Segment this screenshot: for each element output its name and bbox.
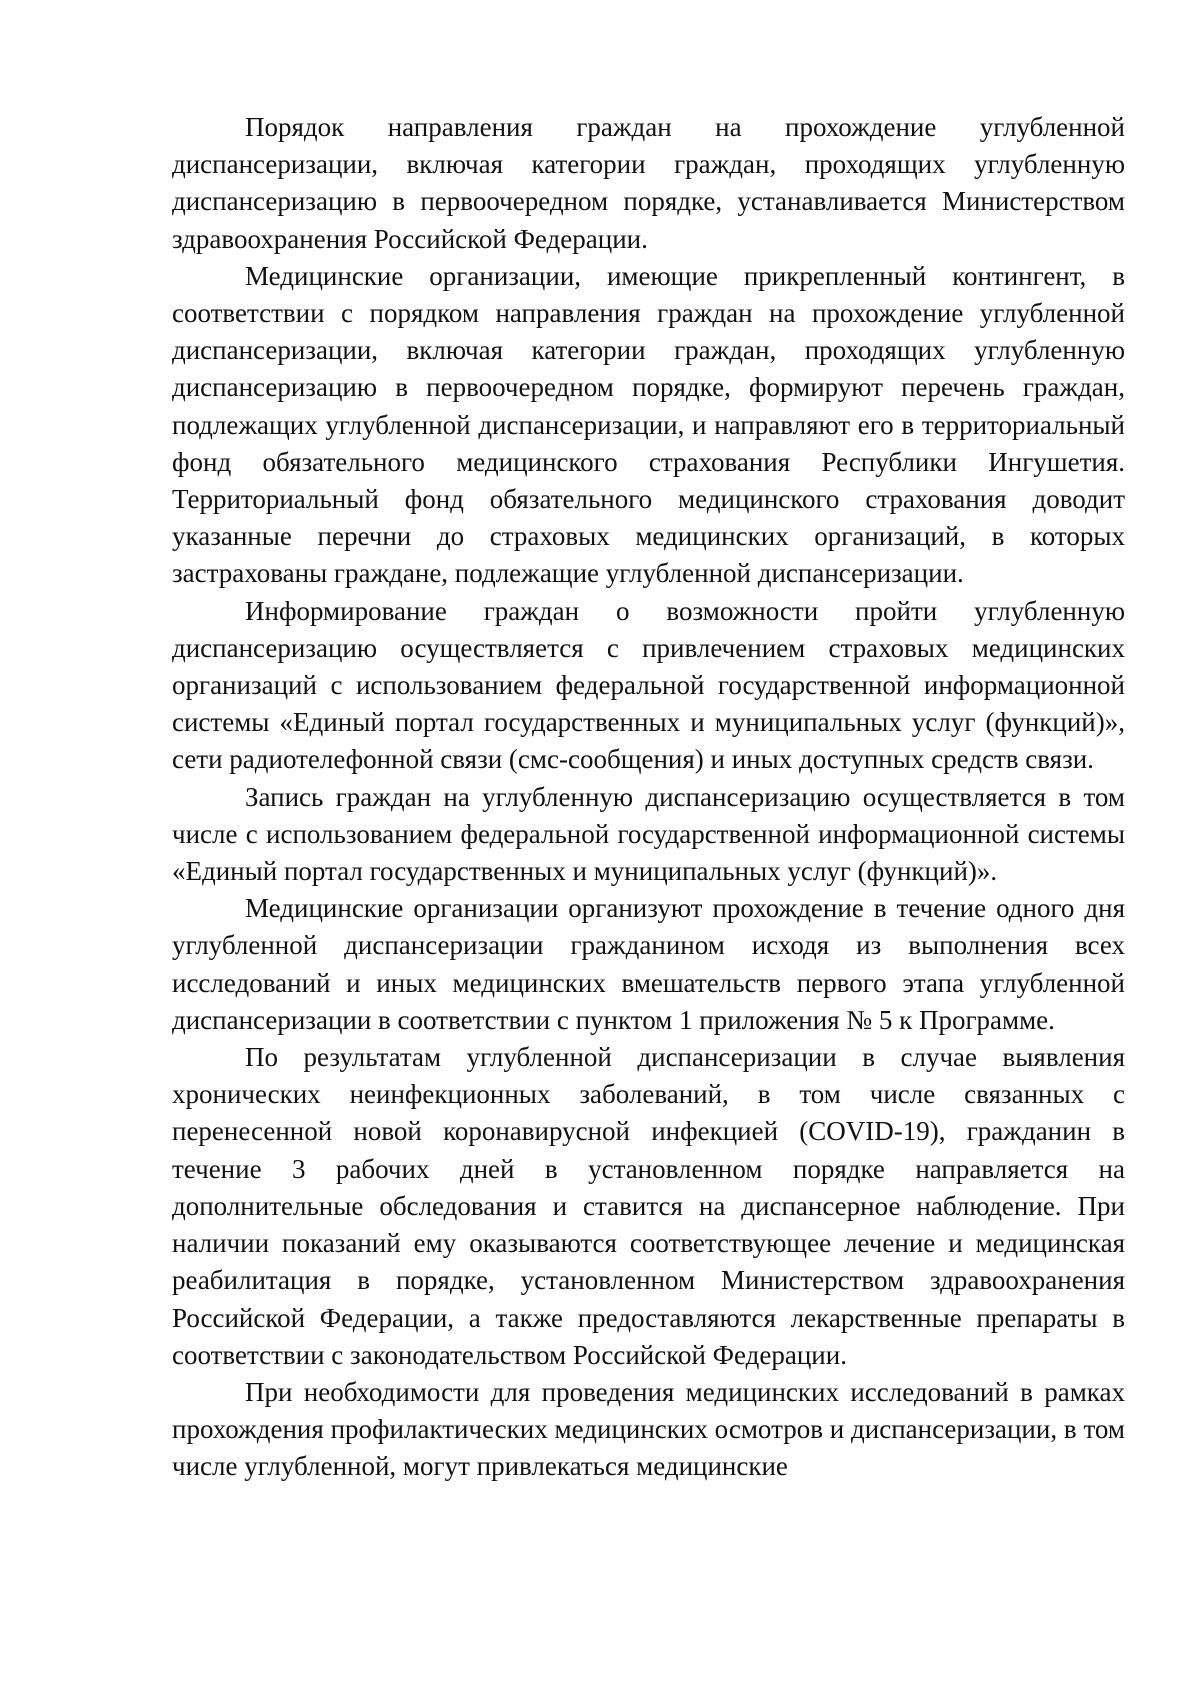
- document-page: [172, 109, 1125, 1486]
- paragraph-informing-citizens: Информирование граждан о возможности пройти углубленную диспансеризацию осуществляется с привлечением страховых медицинских организаций с использованием федеральной государственной информационной системы «Единый портал государственных и муниципальных услуг (функций)», сети радиотелефонной связи (смс-сообщения) и иных доступных средств связи.: [172, 595, 1125, 775]
- paragraph-registration: Запись граждан на углубленную диспансеризацию осуществляется в том числе с использованием федеральной государственной информационной системы «Единый портал государственных и муниципальных услуг (функций)».: [172, 781, 1125, 887]
- paragraph-one-day-examination: Медицинские организации организуют прохождение в течение одного дня углубленной диспансеризации гражданином исходя из выполнения всех исследований и иных медицинских вмешательств первого этапа углубленной диспансеризации в соответствии с пунктом 1 приложения № 5 к Программе.: [172, 893, 1125, 1035]
- paragraph-medical-organizations-list: Медицинские организации, имеющие прикрепленный контингент, в соответствии с порядком направления граждан на прохождение углубленной диспансеризации, включая категории граждан, проходящих углубленную диспансеризацию в первоочередном порядке, формируют перечень граждан, подлежащих углубленной диспансеризации, и направляют его в территориальный фонд обязательного медицинского страхования Республики Ингушетия. Территориальный фонд обязательного медицинского страхования доводит указанные перечни до страховых медицинских организаций, в которых застрахованы граждане, подлежащие углубленной диспансеризации.: [172, 260, 1125, 589]
- paragraph-involving-organizations: При необходимости для проведения медицинских исследований в рамках прохождения профилактических медицинских осмотров и диспансеризации, в том числе углубленной, могут привлекаться медицинские: [172, 1376, 1125, 1482]
- paragraph-results-follow-up: По результатам углубленной диспансеризации в случае выявления хронических неинфекционных заболеваний, в том числе связанных с перенесенной новой коронавирусной инфекцией (COVID-19), гражданин в течение 3 рабочих дней в установленном порядке направляется на дополнительные обследования и ставится на диспансерное наблюдение. При наличии показаний ему оказываются соответствующее лечение и медицинская реабилитация в порядке, установленном Министерством здравоохранения Российской Федерации, а также предоставляются лекарственные препараты в соответствии с законодательством Российской Федерации.: [172, 1042, 1125, 1370]
- paragraph-referral-procedure: Порядок направления граждан на прохождение углубленной диспансеризации, включая категории граждан, проходящих углубленную диспансеризацию в первоочередном порядке, устанавливается Министерством здравоохранения Российской Федерации.: [172, 112, 1125, 254]
